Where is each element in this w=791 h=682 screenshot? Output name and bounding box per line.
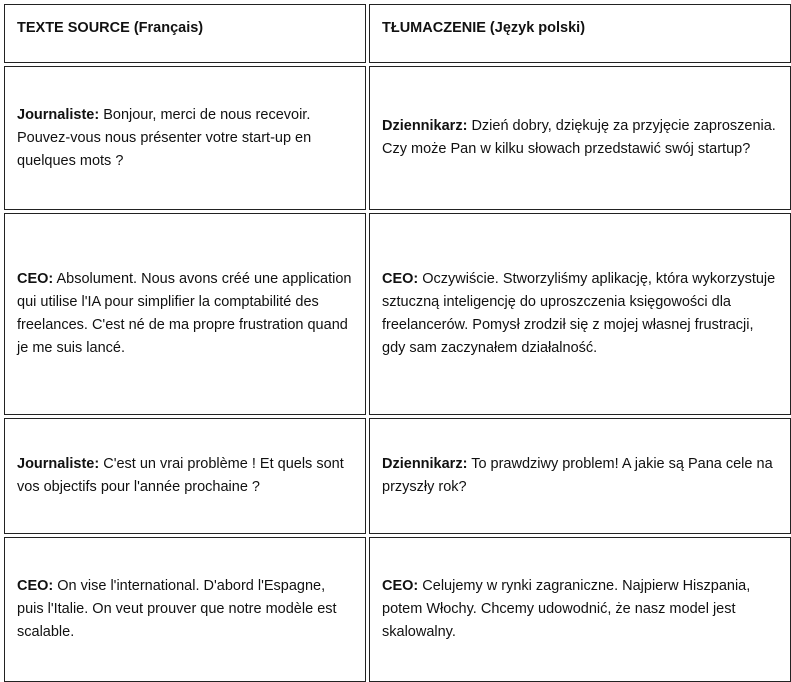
- target-paragraph: [382, 268, 778, 360]
- table-cell-source: [4, 537, 366, 682]
- utterance-text: To prawdziwy problem! A jakie są Pana cele na przyszły rok?: [382, 456, 773, 495]
- speaker-label: Dziennikarz:: [382, 118, 468, 134]
- utterance-text: Celujemy w rynki zagraniczne. Najpierw Hiszpania, potem Włochy. Chcemy udowodnić, że nasz model jest skalowalny.: [382, 578, 751, 640]
- header-cell-target: [369, 4, 791, 63]
- speaker-label: Journaliste:: [17, 456, 100, 472]
- table-cell-source: [4, 418, 366, 534]
- target-paragraph: [382, 575, 778, 644]
- speaker-label: CEO:: [382, 578, 419, 594]
- utterance-text: Absolument. Nous avons créé une application qui utilise l'IA pour simplifier la comptabilité des freelances. C'est né de ma propre frustration quand je me suis lancé.: [17, 271, 352, 356]
- table-cell-target: [369, 418, 791, 534]
- table-cell-target: [369, 66, 791, 210]
- source-paragraph: [17, 575, 353, 644]
- speaker-label: CEO:: [17, 578, 54, 594]
- header-source-label: TEXTE SOURCE (Français): [17, 20, 204, 36]
- target-paragraph: [382, 115, 778, 161]
- table-cell-target: [369, 537, 791, 682]
- utterance-text: Oczywiście. Stworzyliśmy aplikację, która wykorzystuje sztuczną inteligencję do uproszczenia księgowości dla freelancerów. Pomysł zrodził się z mojej własnej frustracji, gdy sam zaczynałem działalność.: [382, 271, 776, 356]
- speaker-label: Journaliste:: [17, 106, 100, 123]
- table-cell-source: [4, 213, 366, 415]
- utterance-text: Dzień dobry, dziękuję za przyjęcie zaproszenia. Czy może Pan w kilku słowach przedstawić swój startup?: [382, 118, 776, 157]
- source-paragraph: [17, 268, 353, 360]
- header-target-label: TŁUMACZENIE (Język polski): [382, 20, 586, 36]
- speaker-label: CEO:: [382, 271, 419, 287]
- table-cell-target: [369, 213, 791, 415]
- header-cell-source: [4, 4, 366, 63]
- source-paragraph: [17, 453, 353, 499]
- utterance-text: Bonjour, merci de nous recevoir. Pouvez-vous nous présenter votre start-up en quelques mots ?: [17, 106, 312, 169]
- speaker-label: Dziennikarz:: [382, 456, 468, 472]
- table-cell-source: [4, 66, 366, 210]
- speaker-label: CEO:: [17, 271, 54, 287]
- utterance-text: On vise l'international. D'abord l'Espagne, puis l'Italie. On veut prouver que notre modèle est scalable.: [17, 578, 337, 640]
- target-paragraph: [382, 453, 778, 499]
- utterance-text: C'est un vrai problème ! Et quels sont vos objectifs pour l'année prochaine ?: [17, 456, 344, 495]
- source-paragraph: [17, 104, 353, 173]
- translation-table: [4, 4, 791, 682]
